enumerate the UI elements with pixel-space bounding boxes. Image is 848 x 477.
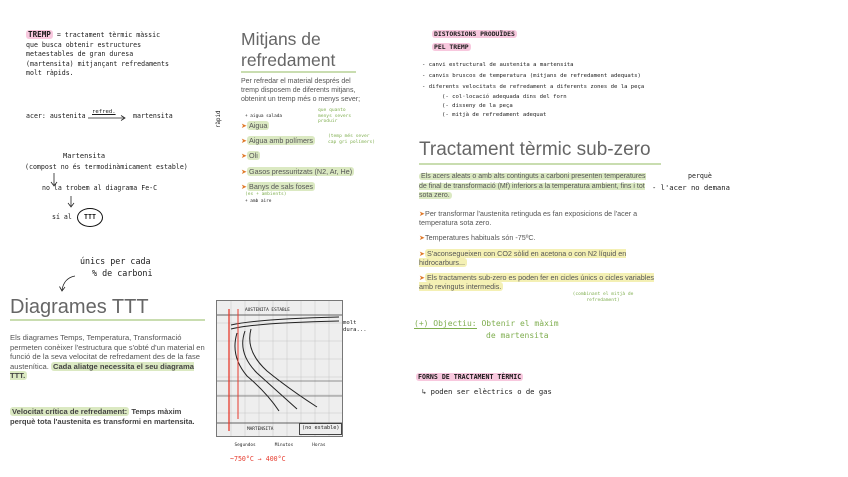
subzero-item-text: S'aconsegueixen con CO2 sòlid en acetona o con N2 líquid en hidrocarburs... xyxy=(419,248,627,267)
distorsions-title-line: DISTORSIONS PRODUÏDES xyxy=(434,30,515,38)
polymer-note: (temp més sever cap gri polímers) xyxy=(328,134,376,145)
mitjans-list xyxy=(241,114,354,206)
tremp-block xyxy=(26,30,169,79)
title-underline xyxy=(241,71,356,73)
x-group-label: Minutos xyxy=(274,443,294,448)
mitjans-paragraph: Per refredar el material després del tremp disposem de diferents mitjans, obtenint un tremp més o menys sever; xyxy=(241,78,361,103)
mitjans-item: ➤ Aigua amb polímers xyxy=(241,136,313,146)
objectiu-note xyxy=(414,318,559,342)
tremp-line: (martensita) mitjançant refredaments xyxy=(26,59,169,68)
distorsions-title-line: PEL TREMP xyxy=(434,43,469,51)
mitjans-item-label: Banys de sals foses xyxy=(249,181,313,191)
mitjans-note: + aigua salada xyxy=(245,114,283,119)
distorsions-subitem: (- col·locació adequada dins del forn xyxy=(442,94,567,100)
objectiu-text: de martensita xyxy=(486,331,549,340)
mitjans-item-label: Gasos pressuritzats (N2, Ar, He) xyxy=(249,166,353,176)
ttt-title: Diagrames TTT xyxy=(10,296,149,318)
unics-line: únics per cada xyxy=(80,256,151,266)
distorsions-subitem: (- disseny de la peça xyxy=(442,103,513,109)
temp-note: ~750°C → 400°C xyxy=(230,455,286,463)
x-group-label: Horas xyxy=(312,443,326,448)
ttt-diagram xyxy=(216,300,343,448)
subzero-title: Tractament tèrmic sub-zero xyxy=(419,139,651,160)
forns-text: ↳ poden ser elèctrics o de gas xyxy=(422,387,552,396)
distorsions-title xyxy=(432,28,517,54)
martensita-word: martensita xyxy=(133,112,173,120)
subzero-side-note: - l'acer no demana xyxy=(652,183,730,192)
distorsions-item: - canvis bruscos de temperatura (mitjans de refredament adequats) xyxy=(422,73,641,79)
tremp-line: que busca obtenir estructures xyxy=(26,40,142,49)
tremp-title: TREMP xyxy=(28,30,51,39)
no-estable-label: (no estable) xyxy=(299,423,342,435)
martensita-line: no la trobem al diagrama Fe-C xyxy=(42,184,158,192)
mitjans-title-line: Mitjans de xyxy=(241,29,321,49)
ttt-paragraph-text: Els diagrames Temps, Temperatura, Transformació permeten conèixer l'estructura que s'obté d'un material en funció de la seva velocitat de refredament des de la fase austenítica. xyxy=(10,333,205,371)
cycle-note: (combinant el mitjà de refredament) xyxy=(572,292,634,303)
curved-arrow-icon xyxy=(58,274,78,294)
unics-line: % de carboni xyxy=(92,268,153,278)
mitjans-item: ➤ Aigua xyxy=(241,121,268,130)
mitjans-title xyxy=(241,29,335,71)
molt-dura-note: molt dura... xyxy=(343,320,367,333)
down-arrow-icon xyxy=(66,195,76,209)
x-group-labels xyxy=(225,441,335,451)
forns-title-text: FORNS DE TRACTAMENT TÈRMIC xyxy=(418,373,522,381)
forns-title xyxy=(416,373,523,383)
mitjans-side-note: que quanto menys severs produir xyxy=(318,108,352,125)
distorsions-item: - diferents velocitats de refredament a diferents zones de la peça xyxy=(422,84,645,90)
subzero-side-note: perquè xyxy=(688,172,712,180)
velocitat-paragraph xyxy=(10,407,208,426)
rapid-note: ràpid xyxy=(216,110,222,128)
mitjans-title-line: refredament xyxy=(241,50,336,70)
ttt-paragraph xyxy=(10,333,208,381)
martensita-line: (compost no és termodinàmicament estable) xyxy=(25,163,188,171)
velocitat-bold: Velocitat crítica de refredament: xyxy=(12,407,128,416)
subzero-item: ➤Per transformar l'austenita retinguda es fan exposicions de l'acer a temperatura sota zero. xyxy=(419,209,638,228)
subzero-list xyxy=(419,209,659,291)
distorsions-list xyxy=(422,60,644,120)
si-al-label: sí al xyxy=(52,213,72,221)
x-group-label: Segundos xyxy=(234,443,256,448)
unics-note xyxy=(80,255,153,279)
ttt-circle: TTT xyxy=(77,208,103,227)
mitjans-note: (es + ambients) xyxy=(245,192,287,198)
mitjans-item-label: Aigua xyxy=(249,121,268,130)
austenita-estable-label: AUSTENITA ESTABLE xyxy=(245,308,290,313)
mitjans-item: ➤ Banys de sals foses xyxy=(241,181,313,191)
subzero-item-text: Per transformar l'austenita retinguda es fan exposicions de l'acer a temperatura sota zero. xyxy=(419,209,638,228)
subzero-item-text: Els tractaments sub-zero es poden fer en cicles únics o cicles variables amb revinguts intermedis. xyxy=(419,273,654,292)
title-underline xyxy=(419,163,661,165)
velocitat-text: Temps màxim perquè tota l'austenita es transformi en martensita. xyxy=(10,407,195,426)
martensita-chart-label: MARTENSITA xyxy=(247,427,274,432)
mitjans-item: ➤ Gasos pressuritzats (N2, Ar, He) xyxy=(241,166,353,176)
ttt-paragraph-bold: Cada aliatge necessita el seu diagrama TTT. xyxy=(10,361,194,381)
objectiu-text: Obtenir el màxim xyxy=(481,319,559,328)
tremp-line: metaestables de gran duresa xyxy=(26,50,134,58)
subzero-item: ➤ Els tractaments sub-zero es poden fer en cicles únics o cicles variables amb revinguts intermedis. xyxy=(419,273,654,292)
ttt-curves xyxy=(217,301,342,436)
acer-line xyxy=(26,112,86,122)
distorsions-item: - canvi estructural de austenita a martensita xyxy=(422,62,574,68)
subzero-intro-text: Els acers aleats o amb alts continguts a carboni presenten temperatures de final de transformació (Mf) inferiors a la temperatura ambient, fins i tot sota zero. xyxy=(419,173,646,200)
subzero-item: ➤ S'aconsegueixen con CO2 sòlid en acetona o con N2 líquid en hidrocarburs... xyxy=(419,248,627,267)
mitjans-item-label: Aigua amb polímers xyxy=(249,136,313,146)
mitjans-note: + amb aire xyxy=(245,198,272,204)
tremp-line: molt ràpids. xyxy=(26,69,74,77)
distorsions-subitem: (- mitjà de refredament adequat xyxy=(442,112,547,118)
tremp-line: = tractament tèrmic màssic xyxy=(56,31,161,39)
mitjans-item: ➤ Oli xyxy=(241,151,258,161)
objectiu-label: (+) Objectiu: xyxy=(414,319,477,328)
subzero-intro xyxy=(419,172,647,201)
mitjans-item-label: Oli xyxy=(249,151,258,161)
subzero-item-text: Temperatures habituals són -75ºC. xyxy=(425,233,536,243)
title-underline xyxy=(10,319,205,321)
martensita-title: Martensita xyxy=(63,152,106,160)
refred-arrow-icon xyxy=(86,114,128,122)
subzero-item: ➤Temperatures habituals són -75ºC. xyxy=(419,233,536,243)
refred-label: refred. xyxy=(92,109,116,115)
acer-label: acer: austenita xyxy=(26,112,86,120)
